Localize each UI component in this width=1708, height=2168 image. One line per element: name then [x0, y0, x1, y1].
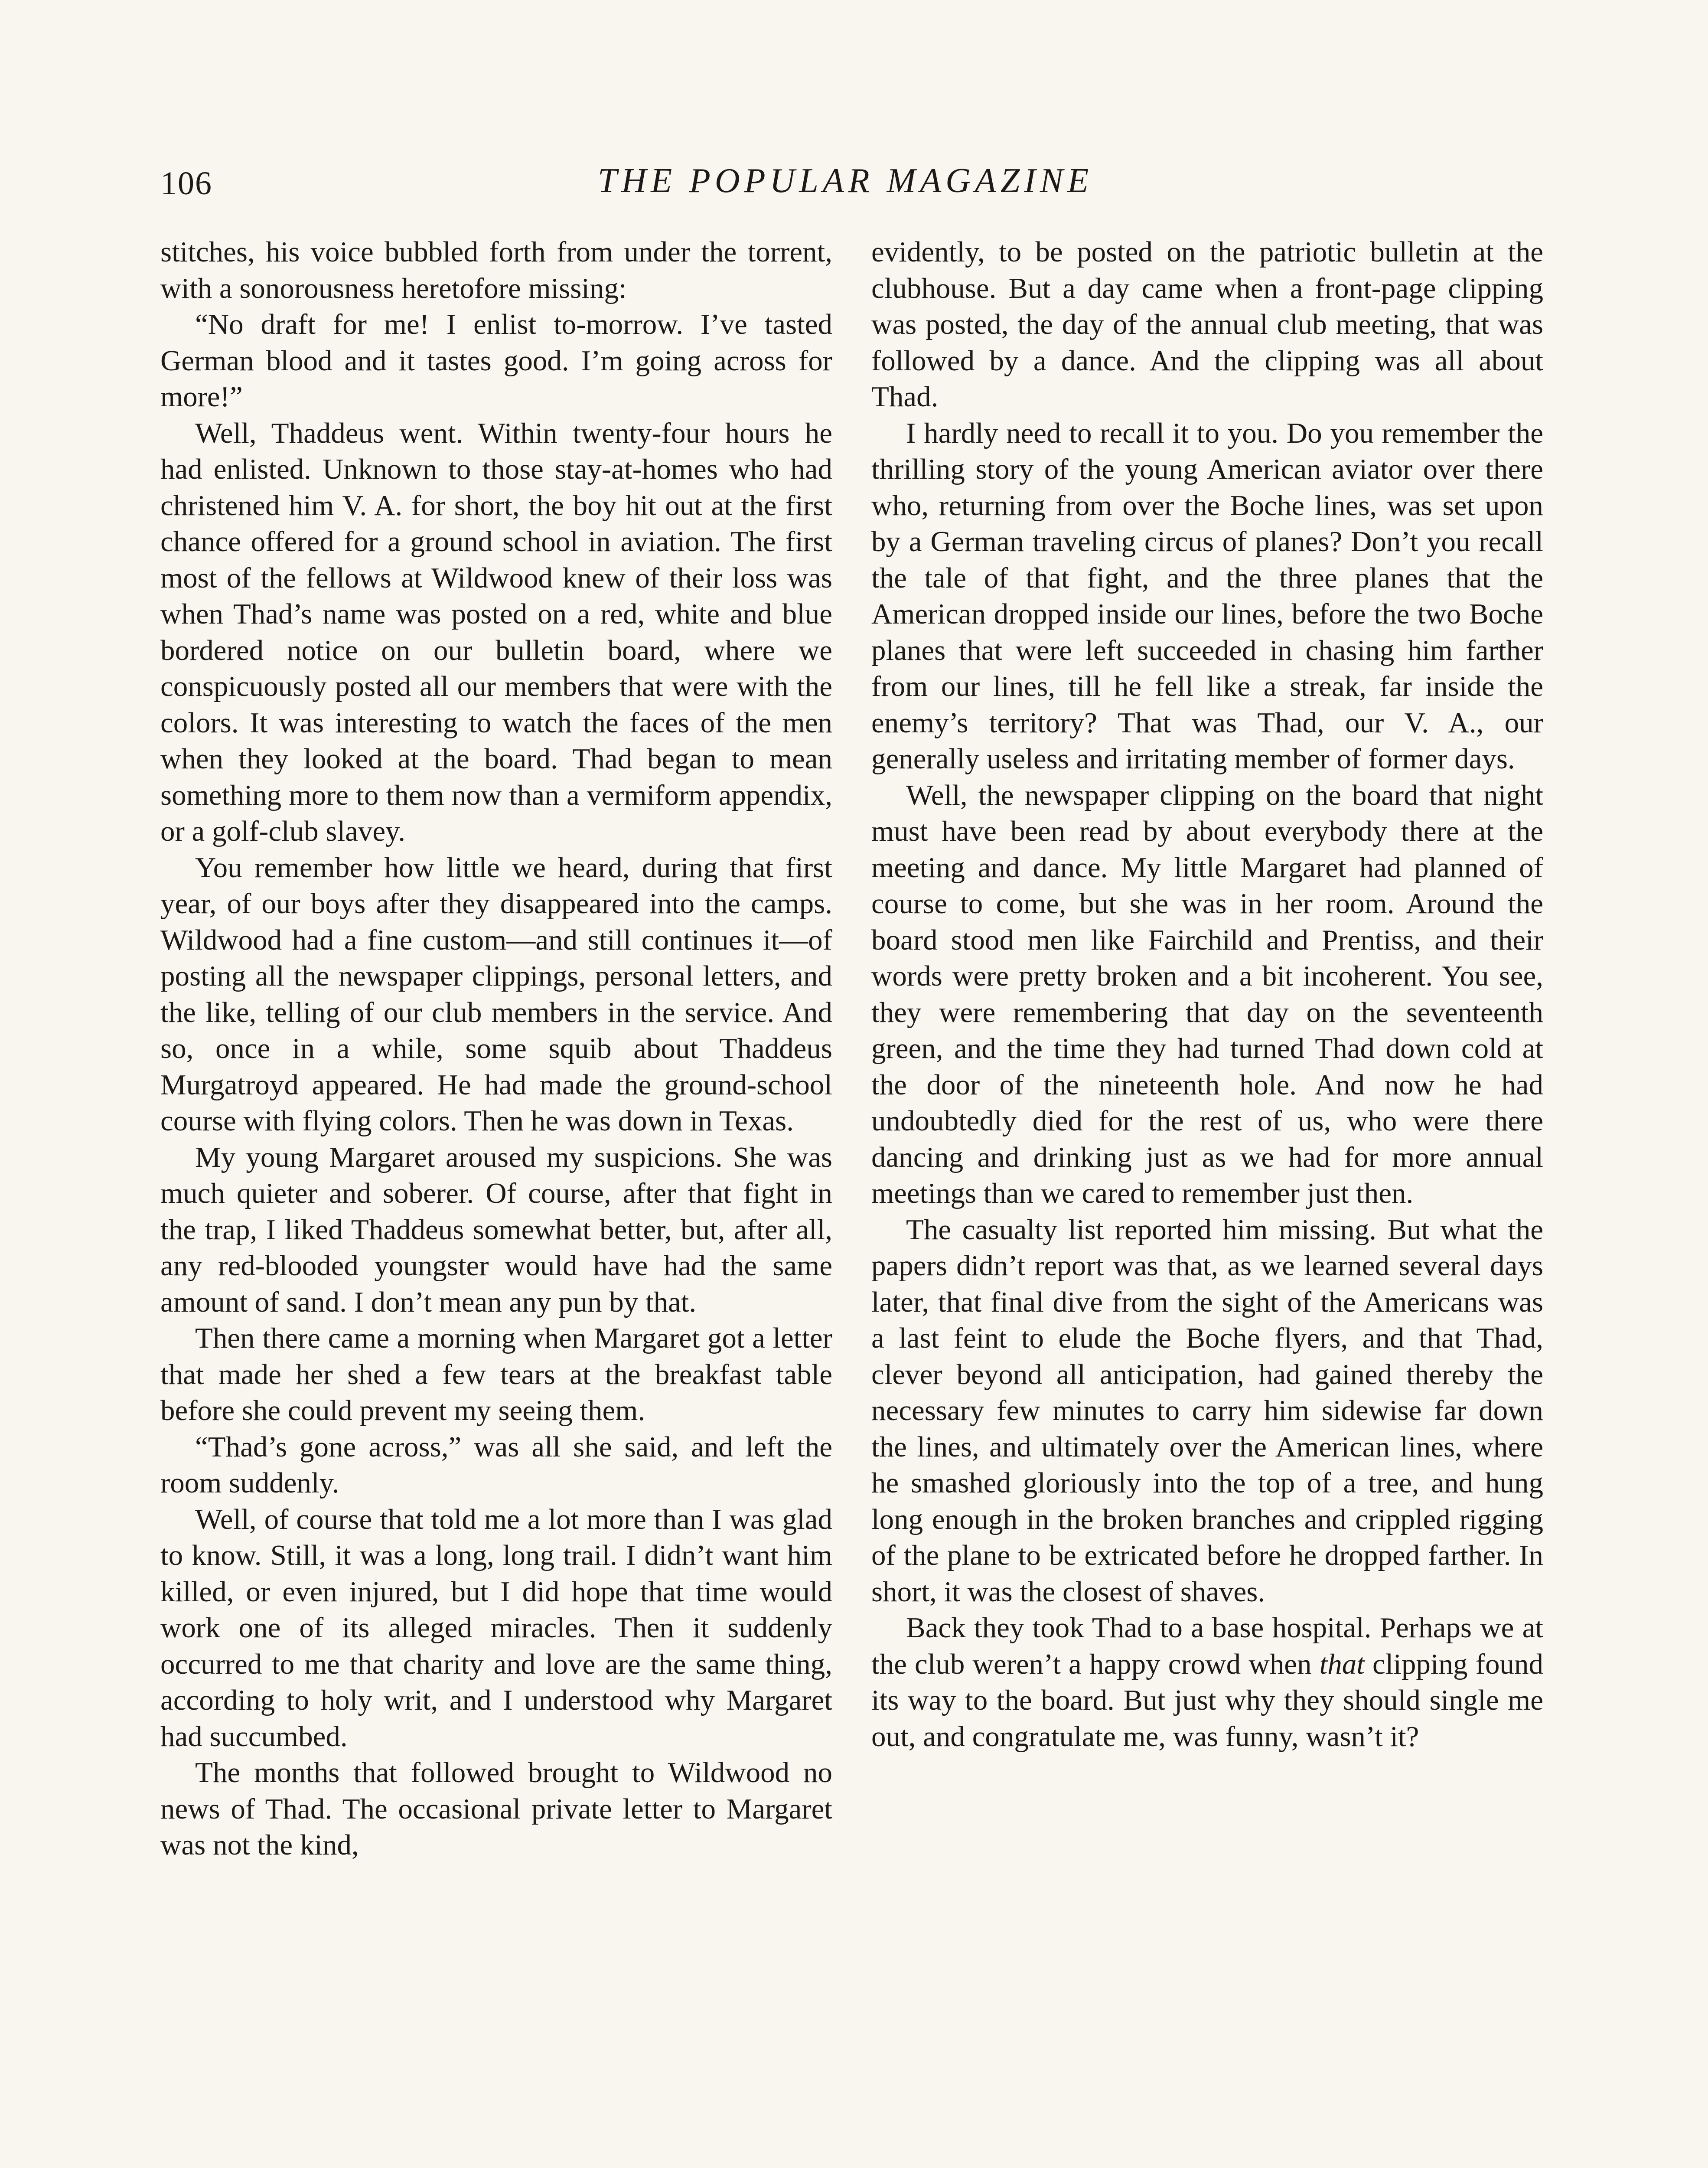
- left-column: [160, 234, 832, 1864]
- paragraph: Then there came a morning when Margaret got a letter that made her shed a few tears at the breakfast table before she could prevent my seeing them.: [160, 1322, 832, 1427]
- right-column: [871, 234, 1543, 1755]
- page-header: [147, 161, 1543, 209]
- paragraph: Well, Thaddeus went. Within twenty-four hours he had enlisted. Unknown to those stay-at-homes who had christened him V. A. for short, the boy hit out at the first chance offered for a ground school in aviation. The first most of the fellows at Wildwood knew of their loss was when Thad’s name was posted on a red, white and blue bordered notice on our bulletin board, where we conspicuously posted all our members that were with the colors. It was interesting to watch the faces of the men when they looked at the board. Thad began to mean something more to them now than a vermiform appendix, or a golf-club slavey.: [160, 417, 832, 847]
- paragraph: “No draft for me! I enlist to-morrow. I’ve tasted German blood and it tastes good. I’m going across for more!”: [160, 308, 832, 413]
- paragraph-text: clipping found its way to the board. But just why they should single me out, and congratulate me, was funny, wasn’t it?: [871, 1648, 1543, 1753]
- paragraph: stitches, his voice bubbled forth from under the torrent, with a sonorousness heretofore missing:: [160, 236, 832, 304]
- paragraph: The months that followed brought to Wildwood no news of Thad. The occasional private letter to Margaret was not the kind,: [160, 1757, 832, 1861]
- closing-paragraph: [871, 1610, 1543, 1755]
- paragraph: My young Margaret aroused my suspicions. She was much quieter and soberer. Of course, after that fight in the trap, I liked Thaddeus somewhat better, but, after all, any red-blooded youngster would have had the same amount of sand. I don’t mean any pun by that.: [160, 1141, 832, 1318]
- paragraph: evidently, to be posted on the patriotic bulletin at the clubhouse. But a day came when a front-page clipping was posted, the day of the annual club meeting, that was followed by a dance. And the clipping was all about Thad.: [871, 236, 1543, 413]
- paragraph: Well, the newspaper clipping on the board that night must have been read by about everybody there at the meeting and dance. My little Margaret had planned of course to come, but she was in her room. Around the board stood men like Fairchild and Prentiss, and their words were pretty broken and a bit incoherent. You see, they were remembering that day on the seventeenth green, and the time they had turned Thad down cold at the door of the nineteenth hole. And now he had undoubtedly died for the rest of us, who were there dancing and drinking just as we had for more annual meetings than we cared to remember just then.: [871, 779, 1543, 1209]
- page-number: 106: [160, 165, 212, 202]
- paragraph: The casualty list reported him missing. But what the papers didn’t report was that, as we learned several days later, that final dive from the sight of the Americans was a last feint to elude the Boche flyers, and that Thad, clever beyond all anticipation, had gained thereby the necessary few minutes to carry him sidewise far down the lines, and ultimately over the American lines, where he smashed gloriously into the top of a tree, and hung long enough in the broken branches and crippled rigging of the plane to be extricated before he dropped farther. In short, it was the closest of shaves.: [871, 1213, 1543, 1608]
- paragraph-text: Back they took Thad to a base hospital. Perhaps we at the club weren’t a happy crowd when: [871, 1612, 1543, 1680]
- paragraph: You remember how little we heard, during that first year, of our boys after they disappeared into the camps. Wildwood had a fine custom—and still continues it—of posting all the newspaper clippings, personal letters, and the like, telling of our club members in the service. And so, once in a while, some squib about Thaddeus Murgatroyd appeared. He had made the ground-school course with flying colors. Then he was down in Texas.: [160, 851, 832, 1137]
- paragraph: Well, of course that told me a lot more than I was glad to know. Still, it was a long, long trail. I didn’t want him killed, or even injured, but I did hope that time would work one of its alleged miracles. Then it suddenly occurred to me that charity and love are the same thing, according to holy writ, and I understood why Margaret had succumbed.: [160, 1503, 832, 1753]
- paragraph: “Thad’s gone across,” was all she said, and left the room suddenly.: [160, 1430, 832, 1499]
- italic-emphasis: that: [1319, 1648, 1365, 1680]
- paragraph: I hardly need to recall it to you. Do you remember the thrilling story of the young American aviator over there who, returning from over the Boche lines, was set upon by a German traveling circus of planes? Don’t you recall the tale of that fight, and the three planes that the American dropped inside our lines, before the two Boche planes that were left succeeded in chasing him farther from our lines, till he fell like a streak, far inside the enemy’s territory? That was Thad, our V. A., our generally useless and irritating member of former days.: [871, 417, 1543, 775]
- running-title: THE POPULAR MAGAZINE: [597, 162, 1093, 200]
